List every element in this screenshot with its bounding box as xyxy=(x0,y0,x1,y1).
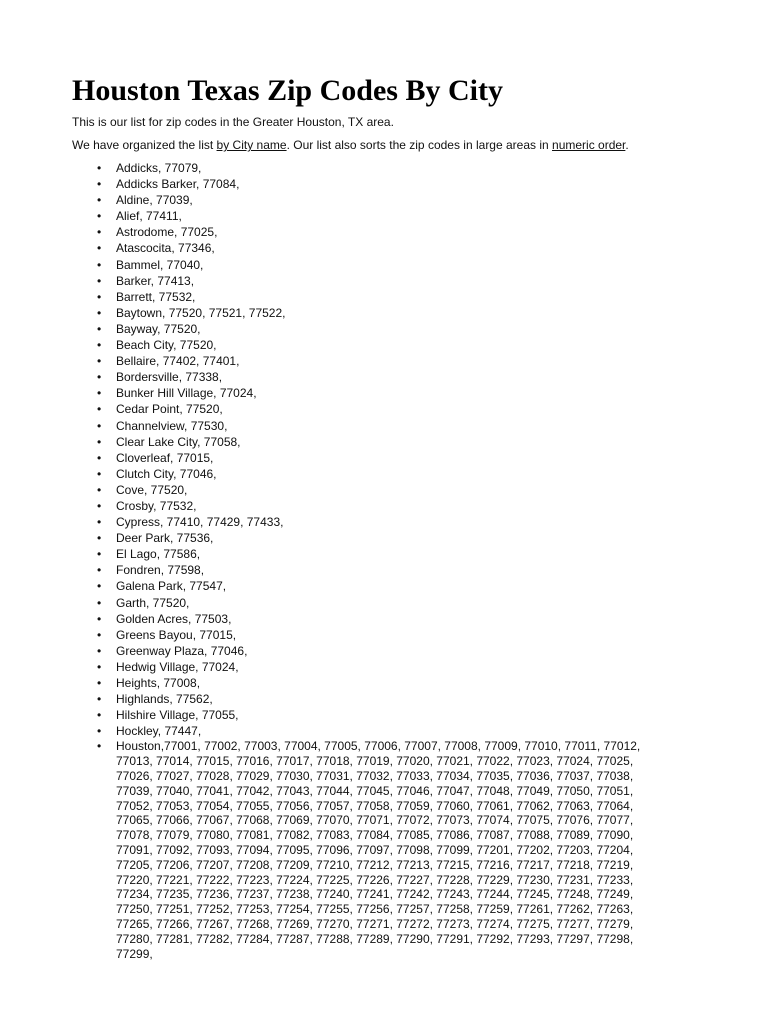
list-item xyxy=(0,418,676,434)
list-item xyxy=(0,434,676,450)
city-entry: Cedar Point, 77520, xyxy=(116,402,223,417)
city-entry: Clear Lake City, 77058, xyxy=(116,434,241,449)
city-entry: Atascocita, 77346, xyxy=(116,241,215,256)
houston-zip-line: 77280, 77281, 77282, 77284, 77287, 77288, 77289, 77290, 77291, 77292, 77293, 77297, 77298, xyxy=(116,931,634,946)
list-item xyxy=(0,723,676,739)
city-entry: Hedwig Village, 77024, xyxy=(116,659,239,674)
organization-suffix: . xyxy=(625,138,629,152)
city-entry: Greenway Plaza, 77046, xyxy=(116,643,248,658)
list-item xyxy=(0,514,676,530)
city-entry: Channelview, 77530, xyxy=(116,418,228,433)
houston-zip-line: 77039, 77040, 77041, 77042, 77043, 77044, 77045, 77046, 77047, 77048, 77049, 77050, 77051, xyxy=(116,783,634,798)
city-entry: Galena Park, 77547, xyxy=(116,579,227,594)
list-item xyxy=(0,176,676,192)
list-item xyxy=(0,691,676,707)
houston-zip-line: 77026, 77027, 77028, 77029, 77030, 77031, 77032, 77033, 77034, 77035, 77036, 77037, 77038, xyxy=(116,768,634,783)
city-entry: Addicks Barker, 77084, xyxy=(116,177,240,192)
city-entry: Bammel, 77040, xyxy=(116,257,204,272)
list-item xyxy=(0,466,676,482)
city-entry: Bordersville, 77338, xyxy=(116,370,223,385)
list-item xyxy=(0,337,676,353)
houston-zip-line: 77065, 77066, 77067, 77068, 77069, 77070, 77071, 77072, 77073, 77074, 77075, 77076, 77077, xyxy=(116,813,634,828)
list-item xyxy=(0,546,676,562)
city-entry: Crosby, 77532, xyxy=(116,498,197,513)
houston-zip-line: 77265, 77266, 77267, 77268, 77269, 77270, 77271, 77272, 77273, 77274, 77275, 77277, 77279, xyxy=(116,916,634,931)
list-item xyxy=(0,224,676,240)
city-entry: Barker, 77413, xyxy=(116,273,195,288)
city-entry: Barrett, 77532, xyxy=(116,289,196,304)
list-item xyxy=(0,369,676,385)
houston-zip-line: 77078, 77079, 77080, 77081, 77082, 77083, 77084, 77085, 77086, 77087, 77088, 77089, 77090, xyxy=(116,828,634,843)
city-entry: El Lago, 77586, xyxy=(116,547,201,562)
city-entry: Greens Bayou, 77015, xyxy=(116,627,237,642)
list-item xyxy=(0,530,676,546)
list-item xyxy=(0,707,676,723)
intro-paragraph: This is our list for zip codes in the Greater Houston, TX area. xyxy=(72,115,394,129)
list-item xyxy=(0,289,676,305)
city-entry: Heights, 77008, xyxy=(116,676,201,690)
houston-zip-line: 77220, 77221, 77222, 77223, 77224, 77225, 77226, 77227, 77228, 77229, 77230, 77231, 77233, xyxy=(116,872,634,887)
list-item xyxy=(0,257,676,273)
houston-zip-line: 77013, 77014, 77015, 77016, 77017, 77018, 77019, 77020, 77021, 77022, 77023, 77024, 77025, xyxy=(116,754,634,769)
list-item xyxy=(0,498,676,514)
list-item xyxy=(0,321,676,337)
city-entry: Fondren, 77598, xyxy=(116,563,205,578)
city-entry: Astrodome, 77025, xyxy=(116,225,218,240)
city-entry: Alief, 77411, xyxy=(116,209,182,224)
list-item xyxy=(0,482,676,498)
list-item xyxy=(0,240,676,256)
list-item xyxy=(0,675,676,691)
city-entry: Bunker Hill Village, 77024, xyxy=(116,386,257,401)
list-item xyxy=(0,595,676,611)
city-entry: Cypress, 77410, 77429, 77433, xyxy=(116,515,284,530)
city-entry: Clutch City, 77046, xyxy=(116,466,217,481)
city-entry: Baytown, 77520, 77521, 77522, xyxy=(116,305,286,320)
list-item xyxy=(0,208,676,224)
list-item xyxy=(0,659,676,675)
list-item xyxy=(0,160,676,176)
list-item-houston xyxy=(0,739,676,961)
city-zip-list xyxy=(0,160,676,961)
houston-zip-line: 77091, 77092, 77093, 77094, 77095, 77096, 77097, 77098, 77099, 77201, 77202, 77203, 77204, xyxy=(116,842,634,857)
list-item xyxy=(0,627,676,643)
city-entry: Hilshire Village, 77055, xyxy=(116,708,239,723)
organization-middle: . Our list also sorts the zip codes in large areas in xyxy=(286,138,553,152)
city-entry: Bayway, 77520, xyxy=(116,321,201,336)
city-entry: Hockley, 77447, xyxy=(116,724,202,739)
city-entry: Cloverleaf, 77015, xyxy=(116,450,214,465)
city-entry: Cove, 77520, xyxy=(116,482,188,497)
list-item xyxy=(0,192,676,208)
list-item xyxy=(0,450,676,466)
list-item xyxy=(0,578,676,594)
list-item xyxy=(0,562,676,578)
by-city-name-link[interactable]: by City name xyxy=(216,138,287,152)
list-item xyxy=(0,305,676,321)
list-item xyxy=(0,643,676,659)
city-entry: Highlands, 77562, xyxy=(116,692,213,707)
city-entry: Bellaire, 77402, 77401, xyxy=(116,354,240,369)
list-item xyxy=(0,273,676,289)
list-item xyxy=(0,385,676,401)
city-entry: Aldine, 77039, xyxy=(116,193,193,208)
houston-zip-line: 77052, 77053, 77054, 77055, 77056, 77057, 77058, 77059, 77060, 77061, 77062, 77063, 77064, xyxy=(116,798,634,813)
numeric-order-link[interactable]: numeric order xyxy=(552,138,626,152)
list-item xyxy=(0,611,676,627)
city-entry: Garth, 77520, xyxy=(116,595,190,610)
city-entry: Addicks, 77079, xyxy=(116,161,202,175)
houston-zip-line: 77299, xyxy=(116,946,153,961)
city-entry: Deer Park, 77536, xyxy=(116,531,214,546)
city-entry: Beach City, 77520, xyxy=(116,338,217,353)
organization-prefix: We have organized the list xyxy=(72,138,217,152)
organization-paragraph xyxy=(72,137,629,153)
houston-zip-line: 77234, 77235, 77236, 77237, 77238, 77240, 77241, 77242, 77243, 77244, 77245, 77248, 77249, xyxy=(116,887,634,902)
houston-zip-line: • Houston,77001, 77002, 77003, 77004, 77005, 77006, 77007, 77008, 77009, 77010, 77011, 77012, xyxy=(116,739,641,754)
houston-zip-line: 77250, 77251, 77252, 77253, 77254, 77255, 77256, 77257, 77258, 77259, 77261, 77262, 77263, xyxy=(116,902,634,917)
list-item xyxy=(0,353,676,369)
houston-zip-line: 77205, 77206, 77207, 77208, 77209, 77210, 77212, 77213, 77215, 77216, 77217, 77218, 77219, xyxy=(116,857,634,872)
page-title: Houston Texas Zip Codes By City xyxy=(72,74,503,107)
list-item xyxy=(0,401,676,417)
city-entry: Golden Acres, 77503, xyxy=(116,611,232,626)
